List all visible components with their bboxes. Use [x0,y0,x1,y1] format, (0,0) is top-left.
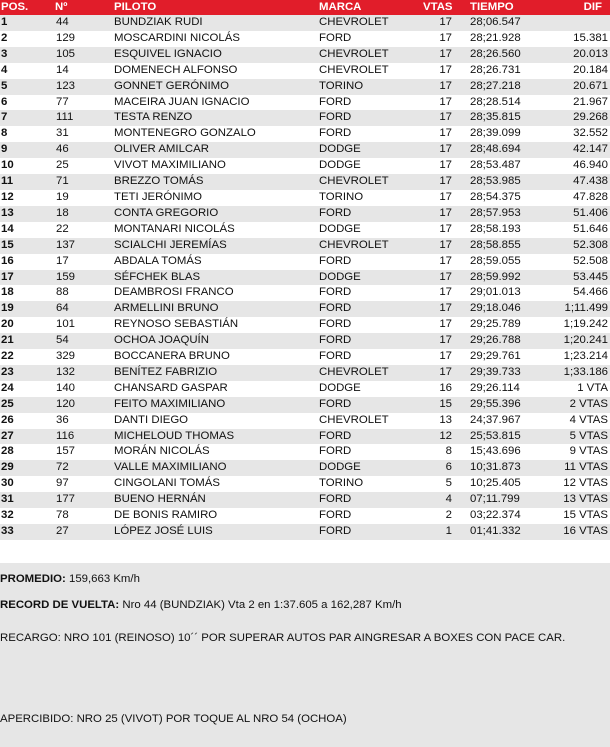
cell-num: 123 [55,79,114,95]
cell-dif: 5 VTAS [542,429,610,445]
table-row [0,301,610,317]
header-tiempo: TIEMPO [466,0,542,15]
cell-vtas: 17 [423,206,466,222]
cell-num: 111 [55,110,114,126]
cell-piloto: MONTANARI NICOLÁS [114,222,319,238]
cell-tiempo: 28;06.547 [466,15,542,31]
cell-piloto: ABDALA TOMÁS [114,254,319,270]
cell-vtas: 17 [423,365,466,381]
cell-vtas: 17 [423,15,466,31]
cell-marca: CHEVROLET [319,47,423,63]
cell-num: 22 [55,222,114,238]
cell-tiempo: 28;28.514 [466,95,542,111]
cell-tiempo: 28;58.193 [466,222,542,238]
cell-dif: 1;19.242 [542,317,610,333]
cell-piloto: ARMELLINI BRUNO [114,301,319,317]
cell-dif: 13 VTAS [542,492,610,508]
cell-dif: 20.671 [542,79,610,95]
cell-vtas: 5 [423,476,466,492]
cell-num: 19 [55,190,114,206]
cell-marca: FORD [319,397,423,413]
table-row [0,365,610,381]
cell-num: 105 [55,47,114,63]
header-vtas: VTAS [423,0,466,15]
cell-vtas: 17 [423,301,466,317]
cell-num: 64 [55,301,114,317]
cell-dif: 52.308 [542,238,610,254]
cell-tiempo: 29;39.733 [466,365,542,381]
cell-num: 116 [55,429,114,445]
table-row [0,222,610,238]
cell-pos: 14 [0,222,55,238]
cell-pos: 4 [0,63,55,79]
cell-piloto: VALLE MAXIMILIANO [114,460,319,476]
cell-dif: 21.967 [542,95,610,111]
cell-vtas: 17 [423,270,466,286]
table-row [0,95,610,111]
cell-vtas: 6 [423,460,466,476]
cell-tiempo: 15;43.696 [466,444,542,460]
cell-marca: FORD [319,492,423,508]
cell-vtas: 17 [423,333,466,349]
table-row [0,110,610,126]
cell-marca: DODGE [319,270,423,286]
cell-marca: FORD [319,444,423,460]
cell-vtas: 17 [423,79,466,95]
table-header-row [0,0,610,15]
cell-dif: 15.381 [542,31,610,47]
cell-num: 157 [55,444,114,460]
table-row [0,429,610,445]
cell-marca: DODGE [319,158,423,174]
cell-dif: 16 VTAS [542,524,610,540]
header-num: Nº [55,0,114,15]
table-row [0,524,610,540]
cell-piloto: DEAMBROSI FRANCO [114,285,319,301]
apercibido-line: APERCIBIDO: NRO 25 (VIVOT) POR TOQUE AL NRO 54 (OCHOA) [0,712,347,725]
cell-dif: 1;23.214 [542,349,610,365]
cell-piloto: BREZZO TOMÁS [114,174,319,190]
cell-num: 132 [55,365,114,381]
cell-marca: CHEVROLET [319,63,423,79]
cell-vtas: 17 [423,142,466,158]
cell-num: 120 [55,397,114,413]
promedio-line [0,573,140,585]
recargo-line: RECARGO: NRO 101 (REINOSO) 10´´ POR SUPERAR AUTOS PAR AINGRESAR A BOXES CON PACE CAR. [0,631,566,644]
table-row [0,381,610,397]
cell-marca: DODGE [319,381,423,397]
cell-marca: TORINO [319,79,423,95]
cell-marca: DODGE [319,222,423,238]
cell-vtas: 17 [423,95,466,111]
cell-marca: CHEVROLET [319,365,423,381]
cell-pos: 22 [0,349,55,365]
cell-pos: 3 [0,47,55,63]
cell-vtas: 13 [423,413,466,429]
cell-pos: 20 [0,317,55,333]
cell-pos: 13 [0,206,55,222]
table-row [0,285,610,301]
race-notes [0,563,610,747]
cell-vtas: 17 [423,31,466,47]
cell-pos: 12 [0,190,55,206]
cell-dif: 1;33.186 [542,365,610,381]
cell-tiempo: 28;58.855 [466,238,542,254]
cell-pos: 2 [0,31,55,47]
cell-tiempo: 01;41.332 [466,524,542,540]
table-row [0,126,610,142]
cell-num: 88 [55,285,114,301]
cell-num: 78 [55,508,114,524]
cell-marca: TORINO [319,190,423,206]
cell-dif: 47.438 [542,174,610,190]
cell-dif: 20.184 [542,63,610,79]
table-row [0,349,610,365]
table-row [0,158,610,174]
cell-pos: 17 [0,270,55,286]
cell-vtas: 8 [423,444,466,460]
cell-num: 137 [55,238,114,254]
cell-pos: 11 [0,174,55,190]
cell-pos: 9 [0,142,55,158]
cell-tiempo: 28;35.815 [466,110,542,126]
table-row [0,206,610,222]
cell-piloto: OLIVER AMILCAR [114,142,319,158]
cell-tiempo: 28;57.953 [466,206,542,222]
cell-num: 159 [55,270,114,286]
cell-piloto: DANTI DIEGO [114,413,319,429]
cell-vtas: 17 [423,238,466,254]
cell-vtas: 4 [423,492,466,508]
cell-pos: 24 [0,381,55,397]
cell-num: 17 [55,254,114,270]
cell-num: 44 [55,15,114,31]
cell-vtas: 17 [423,285,466,301]
cell-pos: 5 [0,79,55,95]
cell-pos: 6 [0,95,55,111]
cell-piloto: MOSCARDINI NICOLÁS [114,31,319,47]
cell-dif: 51.406 [542,206,610,222]
cell-vtas: 17 [423,110,466,126]
cell-piloto: MONTENEGRO GONZALO [114,126,319,142]
cell-num: 97 [55,476,114,492]
cell-vtas: 1 [423,524,466,540]
cell-marca: FORD [319,333,423,349]
cell-piloto: BUNDZIAK RUDI [114,15,319,31]
cell-num: 129 [55,31,114,47]
cell-vtas: 17 [423,174,466,190]
cell-pos: 23 [0,365,55,381]
cell-pos: 28 [0,444,55,460]
table-row [0,413,610,429]
table-row [0,79,610,95]
cell-piloto: SÉFCHEK BLAS [114,270,319,286]
cell-marca: TORINO [319,476,423,492]
cell-marca: CHEVROLET [319,413,423,429]
cell-vtas: 17 [423,254,466,270]
cell-piloto: GONNET GERÓNIMO [114,79,319,95]
cell-marca: FORD [319,206,423,222]
cell-tiempo: 28;54.375 [466,190,542,206]
cell-pos: 10 [0,158,55,174]
cell-tiempo: 29;18.046 [466,301,542,317]
cell-pos: 21 [0,333,55,349]
cell-tiempo: 29;26.788 [466,333,542,349]
table-row [0,444,610,460]
cell-dif: 9 VTAS [542,444,610,460]
cell-tiempo: 07;11.799 [466,492,542,508]
cell-piloto: BOCCANERA BRUNO [114,349,319,365]
cell-num: 25 [55,158,114,174]
cell-vtas: 17 [423,349,466,365]
cell-marca: DODGE [319,460,423,476]
cell-pos: 32 [0,508,55,524]
cell-num: 54 [55,333,114,349]
promedio-label: PROMEDIO: [0,572,66,585]
table-row [0,476,610,492]
cell-tiempo: 29;29.761 [466,349,542,365]
cell-vtas: 17 [423,126,466,142]
cell-pos: 26 [0,413,55,429]
cell-vtas: 17 [423,158,466,174]
cell-piloto: BUENO HERNÁN [114,492,319,508]
cell-dif: 4 VTAS [542,413,610,429]
cell-vtas: 2 [423,508,466,524]
cell-marca: DODGE [319,142,423,158]
header-marca: MARCA [319,0,423,15]
cell-num: 36 [55,413,114,429]
cell-piloto: TESTA RENZO [114,110,319,126]
cell-piloto: OCHOA JOAQUÍN [114,333,319,349]
cell-dif: 1 VTA [542,381,610,397]
table-row [0,460,610,476]
cell-piloto: MACEIRA JUAN IGNACIO [114,95,319,111]
cell-marca: FORD [319,95,423,111]
cell-tiempo: 28;48.694 [466,142,542,158]
cell-tiempo: 24;37.967 [466,413,542,429]
cell-num: 77 [55,95,114,111]
table-row [0,15,610,31]
cell-piloto: CONTA GREGORIO [114,206,319,222]
cell-piloto: CINGOLANI TOMÁS [114,476,319,492]
cell-num: 14 [55,63,114,79]
cell-dif: 1;11.499 [542,301,610,317]
cell-tiempo: 28;26.560 [466,47,542,63]
table-row [0,31,610,47]
cell-piloto: REYNOSO SEBASTIÁN [114,317,319,333]
cell-pos: 27 [0,429,55,445]
cell-pos: 1 [0,15,55,31]
table-row [0,238,610,254]
cell-marca: FORD [319,508,423,524]
cell-piloto: VIVOT MAXIMILIANO [114,158,319,174]
cell-dif: 46.940 [542,158,610,174]
cell-tiempo: 03;22.374 [466,508,542,524]
cell-dif: 15 VTAS [542,508,610,524]
cell-tiempo: 28;53.487 [466,158,542,174]
cell-dif: 29.268 [542,110,610,126]
cell-piloto: BENÍTEZ FABRIZIO [114,365,319,381]
cell-dif: 53.445 [542,270,610,286]
table-row [0,317,610,333]
cell-tiempo: 28;59.992 [466,270,542,286]
cell-num: 27 [55,524,114,540]
cell-piloto: CHANSARD GASPAR [114,381,319,397]
cell-marca: CHEVROLET [319,174,423,190]
cell-tiempo: 28;27.218 [466,79,542,95]
cell-pos: 33 [0,524,55,540]
cell-vtas: 15 [423,397,466,413]
cell-tiempo: 28;26.731 [466,63,542,79]
table-row [0,270,610,286]
cell-tiempo: 29;55.396 [466,397,542,413]
table-row [0,190,610,206]
cell-tiempo: 28;53.985 [466,174,542,190]
cell-vtas: 17 [423,317,466,333]
cell-num: 177 [55,492,114,508]
cell-marca: FORD [319,524,423,540]
cell-vtas: 17 [423,190,466,206]
cell-tiempo: 10;31.873 [466,460,542,476]
cell-tiempo: 29;01.013 [466,285,542,301]
cell-dif: 47.828 [542,190,610,206]
cell-piloto: DOMENECH ALFONSO [114,63,319,79]
cell-tiempo: 28;39.099 [466,126,542,142]
cell-piloto: MORÁN NICOLÁS [114,444,319,460]
cell-tiempo: 25;53.815 [466,429,542,445]
cell-tiempo: 29;26.114 [466,381,542,397]
cell-marca: CHEVROLET [319,15,423,31]
cell-piloto: LÓPEZ JOSÉ LUIS [114,524,319,540]
cell-pos: 8 [0,126,55,142]
cell-pos: 19 [0,301,55,317]
cell-tiempo: 29;25.789 [466,317,542,333]
cell-piloto: MICHELOUD THOMAS [114,429,319,445]
cell-piloto: FEITO MAXIMILIANO [114,397,319,413]
header-pos: POS. [0,0,55,15]
cell-pos: 15 [0,238,55,254]
cell-marca: FORD [319,285,423,301]
cell-piloto: ESQUIVEL IGNACIO [114,47,319,63]
cell-num: 18 [55,206,114,222]
cell-marca: FORD [319,110,423,126]
cell-dif: 20.013 [542,47,610,63]
cell-dif [542,15,610,31]
table-row [0,397,610,413]
table-row [0,47,610,63]
cell-num: 72 [55,460,114,476]
cell-num: 71 [55,174,114,190]
cell-pos: 29 [0,460,55,476]
cell-pos: 7 [0,110,55,126]
cell-marca: FORD [319,429,423,445]
table-row [0,333,610,349]
cell-marca: FORD [319,126,423,142]
cell-num: 101 [55,317,114,333]
cell-tiempo: 28;59.055 [466,254,542,270]
cell-dif: 32.552 [542,126,610,142]
cell-vtas: 17 [423,47,466,63]
cell-vtas: 17 [423,63,466,79]
cell-dif: 1;20.241 [542,333,610,349]
table-row [0,174,610,190]
cell-num: 31 [55,126,114,142]
cell-vtas: 17 [423,222,466,238]
cell-dif: 11 VTAS [542,460,610,476]
table-row [0,508,610,524]
cell-tiempo: 28;21.928 [466,31,542,47]
cell-dif: 12 VTAS [542,476,610,492]
cell-pos: 30 [0,476,55,492]
table-row [0,492,610,508]
table-row [0,142,610,158]
cell-pos: 31 [0,492,55,508]
cell-piloto: SCIALCHI JEREMÍAS [114,238,319,254]
record-value: Nro 44 (BUNDZIAK) Vta 2 en 1:37.605 a 162,287 Km/h [122,598,402,611]
table-row [0,63,610,79]
cell-marca: CHEVROLET [319,238,423,254]
cell-dif: 51.646 [542,222,610,238]
cell-piloto: DE BONIS RAMIRO [114,508,319,524]
cell-marca: FORD [319,317,423,333]
promedio-value: 159,663 Km/h [69,572,140,585]
header-dif: DIF [542,0,610,15]
cell-marca: FORD [319,254,423,270]
record-line [0,599,402,611]
cell-marca: FORD [319,349,423,365]
cell-dif: 42.147 [542,142,610,158]
header-piloto: PILOTO [114,0,319,15]
table-row [0,254,610,270]
cell-vtas: 16 [423,381,466,397]
cell-vtas: 12 [423,429,466,445]
cell-dif: 54.466 [542,285,610,301]
cell-marca: FORD [319,301,423,317]
cell-piloto: TETI JERÓNIMO [114,190,319,206]
cell-marca: FORD [319,31,423,47]
cell-dif: 2 VTAS [542,397,610,413]
record-label: RECORD DE VUELTA: [0,598,120,611]
cell-dif: 52.508 [542,254,610,270]
cell-pos: 16 [0,254,55,270]
cell-tiempo: 10;25.405 [466,476,542,492]
cell-num: 329 [55,349,114,365]
cell-num: 46 [55,142,114,158]
cell-pos: 18 [0,285,55,301]
cell-pos: 25 [0,397,55,413]
cell-num: 140 [55,381,114,397]
